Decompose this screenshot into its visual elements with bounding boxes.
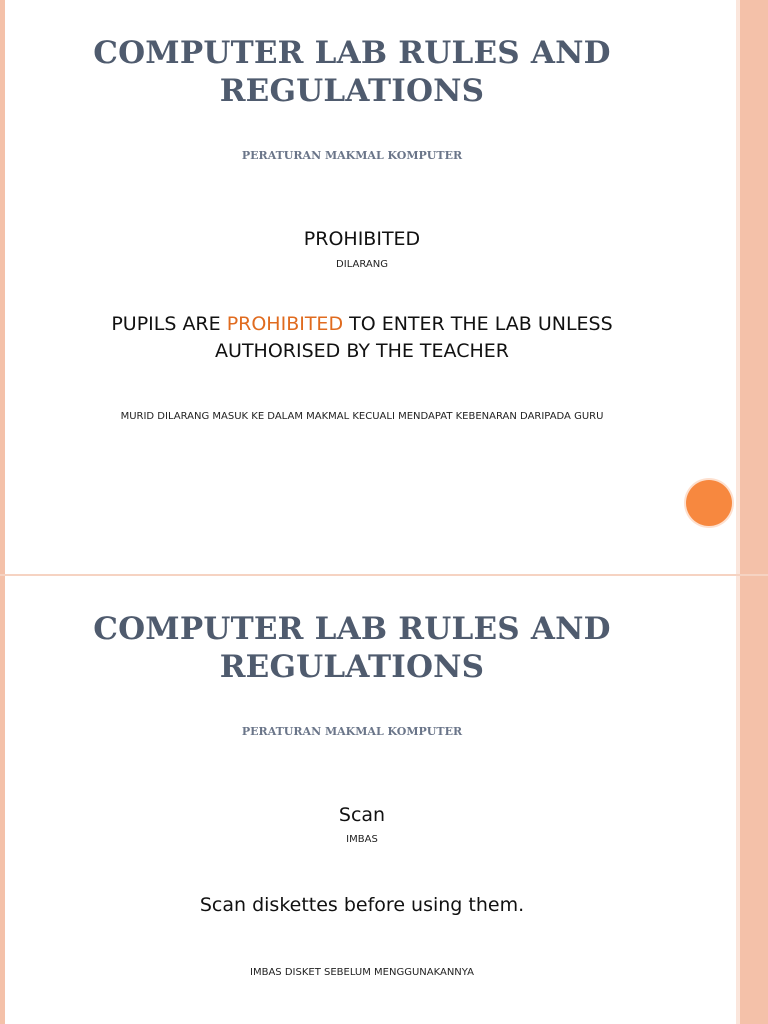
- rule-text-line-1: [40, 311, 684, 338]
- rule-text-highlight: PROHIBITED: [226, 313, 344, 335]
- rule-text: [40, 311, 684, 365]
- rule-heading-translation: IMBAS: [346, 834, 378, 845]
- rule-translation: MURID DILARANG MASUK KE DALAM MAKMAL KECUALI MENDAPAT KEBENARAN DARIPADA GURU: [120, 411, 604, 422]
- slide-title: [40, 610, 664, 686]
- slide-subtitle: PERATURAN MAKMAL KOMPUTER: [241, 149, 463, 162]
- slide-frame-right-band: [742, 0, 768, 576]
- slide-frame-left: [0, 576, 5, 1024]
- rule-text: Scan diskettes before using them.: [199, 894, 525, 916]
- rule-text-start: PUPILS ARE: [111, 313, 227, 335]
- rule-heading: PROHIBITED: [303, 228, 421, 250]
- orange-dot-icon: [686, 480, 732, 526]
- rule-heading-translation: DILARANG: [336, 259, 388, 270]
- slide-title-line-2: REGULATIONS: [219, 73, 485, 109]
- slide-title-line-1: COMPUTER LAB RULES AND: [93, 611, 611, 647]
- rule-translation: IMBAS DISKET SEBELUM MENGGUNAKANNYA: [250, 967, 474, 978]
- slide-subtitle: PERATURAN MAKMAL KOMPUTER: [241, 725, 463, 738]
- slide-2: [0, 576, 768, 1024]
- rule-text-end: TO ENTER THE LAB UNLESS: [343, 313, 613, 335]
- rule-text-line-2: AUTHORISED BY THE TEACHER: [215, 340, 509, 362]
- slide-frame-right-band: [742, 576, 768, 1024]
- rule-heading: Scan: [338, 804, 386, 826]
- slide-frame-left: [0, 0, 5, 576]
- slide-title-line-1: COMPUTER LAB RULES AND: [93, 35, 611, 71]
- slide-title-line-2: REGULATIONS: [219, 649, 485, 685]
- slide-title: [40, 34, 664, 110]
